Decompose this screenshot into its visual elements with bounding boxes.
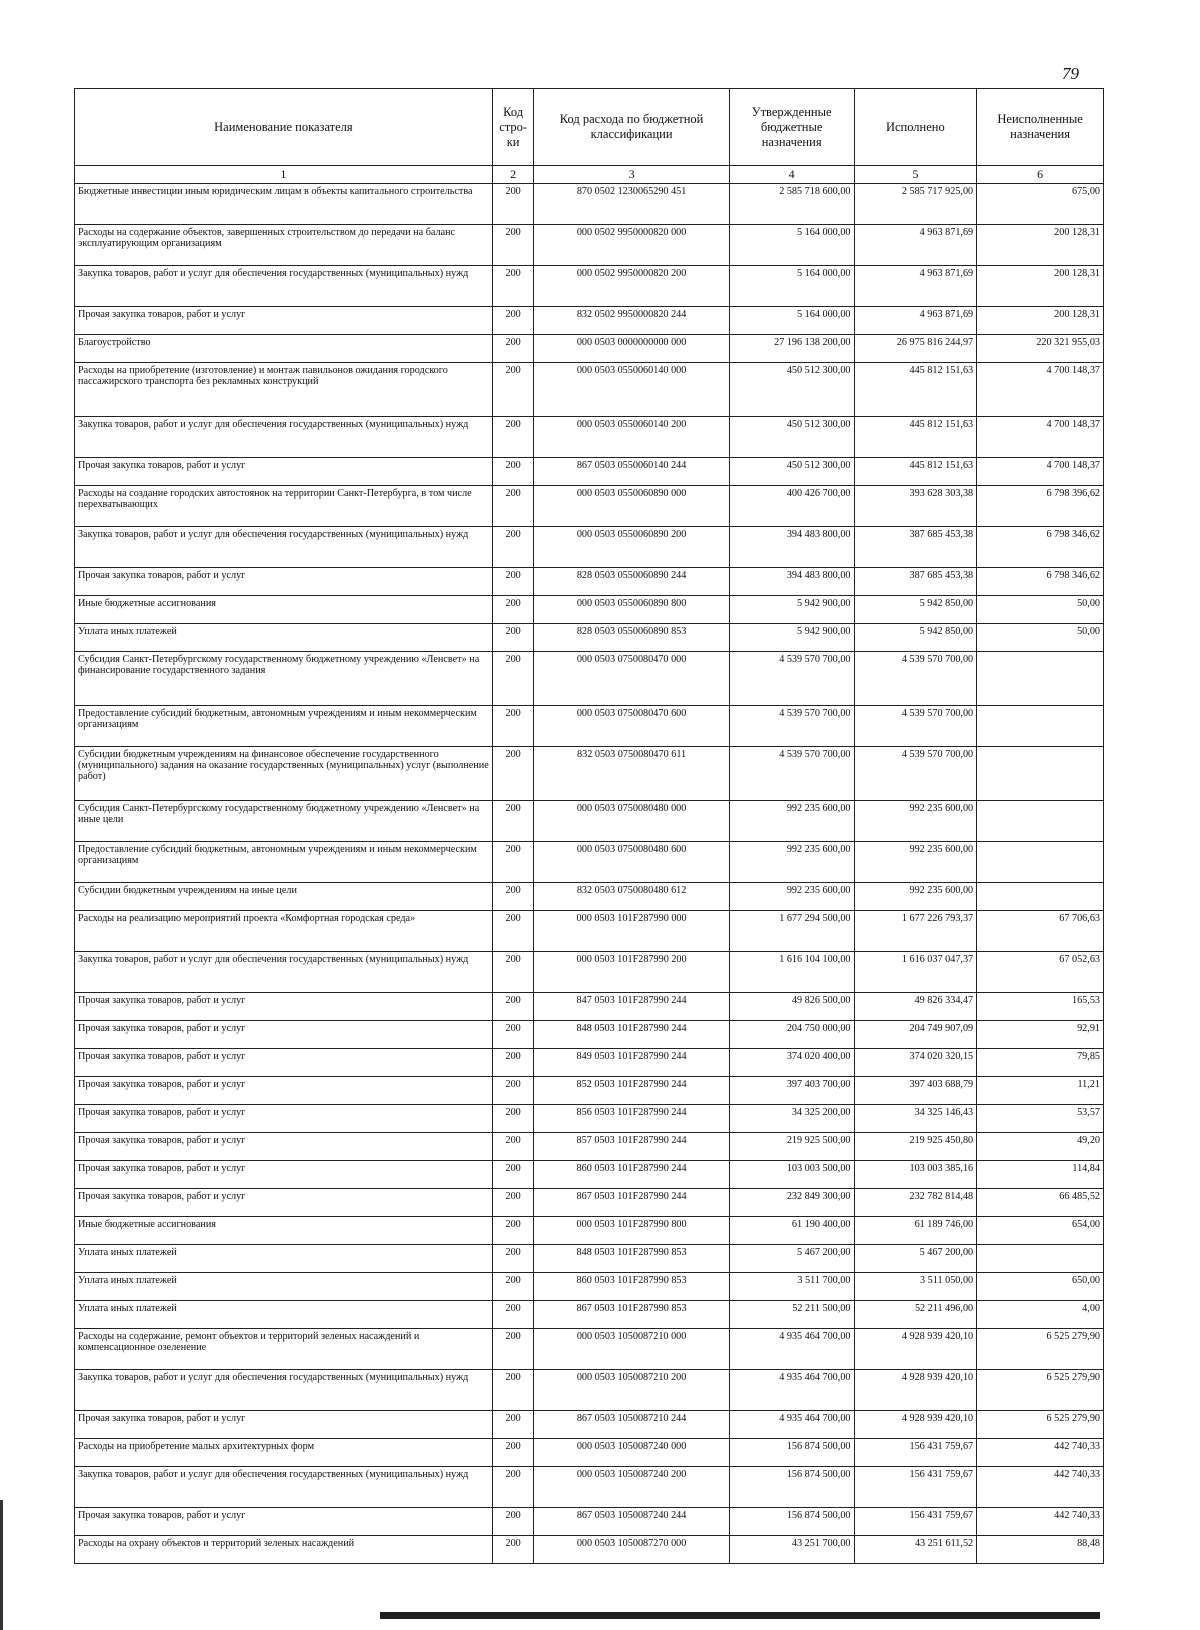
row-unexecuted-amount: 50,00 [977, 624, 1104, 652]
row-approved-amount: 3 511 700,00 [729, 1273, 854, 1301]
row-unexecuted-amount: 67 706,63 [977, 911, 1104, 952]
row-unexecuted-amount: 200 128,31 [977, 225, 1104, 266]
table-row [75, 1133, 1104, 1161]
table-row [75, 883, 1104, 911]
row-unexecuted-amount: 11,21 [977, 1077, 1104, 1105]
table-row [75, 652, 1104, 706]
row-approved-amount: 61 190 400,00 [729, 1217, 854, 1245]
row-unexecuted-amount: 79,85 [977, 1049, 1104, 1077]
row-executed-amount: 387 685 453,38 [854, 527, 977, 568]
row-executed-amount: 393 628 303,38 [854, 486, 977, 527]
row-expense-code: 000 0503 1050087210 000 [534, 1329, 729, 1370]
row-name: Расходы на содержание, ремонт объектов и территорий зеленых насаждений и компенсационное озеленение [75, 1329, 493, 1370]
row-approved-amount: 450 512 300,00 [729, 458, 854, 486]
row-line-code: 200 [492, 1329, 534, 1370]
row-executed-amount: 5 467 200,00 [854, 1245, 977, 1273]
row-expense-code: 867 0503 101F287990 244 [534, 1189, 729, 1217]
row-name: Предоставление субсидий бюджетным, автономным учреждениям и иным некоммерческим организациям [75, 842, 493, 883]
row-name: Прочая закупка товаров, работ и услуг [75, 1189, 493, 1217]
row-name: Расходы на создание городских автостоянок на территории Санкт-Петербурга, в том числе перехватывающих [75, 486, 493, 527]
row-approved-amount: 992 235 600,00 [729, 883, 854, 911]
row-unexecuted-amount: 6 798 346,62 [977, 527, 1104, 568]
row-expense-code: 000 0503 1050087240 200 [534, 1467, 729, 1508]
col-number: 3 [534, 166, 729, 184]
row-approved-amount: 450 512 300,00 [729, 363, 854, 417]
row-executed-amount: 156 431 759,67 [854, 1439, 977, 1467]
table-row [75, 1077, 1104, 1105]
row-executed-amount: 219 925 450,80 [854, 1133, 977, 1161]
row-name: Прочая закупка товаров, работ и услуг [75, 1021, 493, 1049]
row-approved-amount: 219 925 500,00 [729, 1133, 854, 1161]
row-expense-code: 000 0502 9950000820 000 [534, 225, 729, 266]
row-name: Прочая закупка товаров, работ и услуг [75, 1133, 493, 1161]
row-expense-code: 828 0503 0550060890 244 [534, 568, 729, 596]
row-line-code: 200 [492, 1133, 534, 1161]
table-row [75, 1189, 1104, 1217]
row-line-code: 200 [492, 225, 534, 266]
table-row [75, 1301, 1104, 1329]
row-expense-code: 832 0502 9950000820 244 [534, 307, 729, 335]
row-line-code: 200 [492, 1077, 534, 1105]
row-executed-amount: 5 942 850,00 [854, 596, 977, 624]
row-line-code: 200 [492, 417, 534, 458]
row-expense-code: 867 0503 0550060140 244 [534, 458, 729, 486]
row-executed-amount: 3 511 050,00 [854, 1273, 977, 1301]
row-name: Прочая закупка товаров, работ и услуг [75, 1049, 493, 1077]
row-executed-amount: 4 539 570 700,00 [854, 706, 977, 747]
row-unexecuted-amount: 200 128,31 [977, 307, 1104, 335]
row-name: Субсидия Санкт-Петербургскому государственному бюджетному учреждению «Ленсвет» на финансирование государственного задания [75, 652, 493, 706]
row-name: Прочая закупка товаров, работ и услуг [75, 458, 493, 486]
col-number: 6 [977, 166, 1104, 184]
row-approved-amount: 4 935 464 700,00 [729, 1329, 854, 1370]
row-approved-amount: 450 512 300,00 [729, 417, 854, 458]
table-row [75, 747, 1104, 801]
row-line-code: 200 [492, 1411, 534, 1439]
row-approved-amount: 5 164 000,00 [729, 266, 854, 307]
row-expense-code: 847 0503 101F287990 244 [534, 993, 729, 1021]
row-approved-amount: 5 164 000,00 [729, 225, 854, 266]
row-executed-amount: 204 749 907,09 [854, 1021, 977, 1049]
table-row [75, 335, 1104, 363]
row-unexecuted-amount: 442 740,33 [977, 1439, 1104, 1467]
row-approved-amount: 27 196 138 200,00 [729, 335, 854, 363]
row-unexecuted-amount: 114,84 [977, 1161, 1104, 1189]
row-line-code: 200 [492, 652, 534, 706]
row-executed-amount: 1 677 226 793,37 [854, 911, 977, 952]
row-expense-code: 000 0502 9950000820 200 [534, 266, 729, 307]
row-executed-amount: 1 616 037 047,37 [854, 952, 977, 993]
row-line-code: 200 [492, 911, 534, 952]
row-unexecuted-amount: 50,00 [977, 596, 1104, 624]
table-row [75, 801, 1104, 842]
row-unexecuted-amount: 654,00 [977, 1217, 1104, 1245]
row-unexecuted-amount [977, 801, 1104, 842]
row-executed-amount: 387 685 453,38 [854, 568, 977, 596]
row-unexecuted-amount [977, 652, 1104, 706]
row-line-code: 200 [492, 184, 534, 225]
table-row [75, 225, 1104, 266]
row-executed-amount: 61 189 746,00 [854, 1217, 977, 1245]
row-expense-code: 000 0503 1050087240 000 [534, 1439, 729, 1467]
row-name: Закупка товаров, работ и услуг для обеспечения государственных (муниципальных) нужд [75, 1467, 493, 1508]
row-name: Закупка товаров, работ и услуг для обеспечения государственных (муниципальных) нужд [75, 527, 493, 568]
row-unexecuted-amount: 442 740,33 [977, 1508, 1104, 1536]
row-name: Прочая закупка товаров, работ и услуг [75, 307, 493, 335]
row-executed-amount: 4 928 939 420,10 [854, 1329, 977, 1370]
row-executed-amount: 52 211 496,00 [854, 1301, 977, 1329]
row-name: Прочая закупка товаров, работ и услуг [75, 1077, 493, 1105]
table-row [75, 1105, 1104, 1133]
row-unexecuted-amount [977, 747, 1104, 801]
row-unexecuted-amount: 4 700 148,37 [977, 363, 1104, 417]
row-expense-code: 000 0503 101F287990 200 [534, 952, 729, 993]
table-row [75, 527, 1104, 568]
table-row [75, 624, 1104, 652]
row-executed-amount: 4 928 939 420,10 [854, 1370, 977, 1411]
row-name: Прочая закупка товаров, работ и услуг [75, 1508, 493, 1536]
row-name: Расходы на реализацию мероприятий проекта «Комфортная городская среда» [75, 911, 493, 952]
row-name: Прочая закупка товаров, работ и услуг [75, 1411, 493, 1439]
row-unexecuted-amount: 66 485,52 [977, 1189, 1104, 1217]
row-line-code: 200 [492, 952, 534, 993]
row-name: Уплата иных платежей [75, 1245, 493, 1273]
row-line-code: 200 [492, 747, 534, 801]
row-expense-code: 867 0503 101F287990 853 [534, 1301, 729, 1329]
row-unexecuted-amount: 6 525 279,90 [977, 1370, 1104, 1411]
row-unexecuted-amount [977, 842, 1104, 883]
header-row [75, 89, 1104, 166]
table-row [75, 568, 1104, 596]
row-expense-code: 000 0503 0550060890 200 [534, 527, 729, 568]
row-unexecuted-amount: 49,20 [977, 1133, 1104, 1161]
row-unexecuted-amount: 6 525 279,90 [977, 1411, 1104, 1439]
table-row [75, 417, 1104, 458]
row-expense-code: 000 0503 0750080470 600 [534, 706, 729, 747]
table-row [75, 1161, 1104, 1189]
col-header-name: Наименование показателя [75, 89, 493, 166]
col-number: 4 [729, 166, 854, 184]
row-name: Субсидии бюджетным учреждениям на финансовое обеспечение государственного (муниципального) задания на оказание государственных (муниципальных) услуг (выполнение работ) [75, 747, 493, 801]
table-row [75, 911, 1104, 952]
row-line-code: 200 [492, 568, 534, 596]
row-approved-amount: 2 585 718 600,00 [729, 184, 854, 225]
table-row [75, 1439, 1104, 1467]
table-row [75, 1329, 1104, 1370]
row-approved-amount: 400 426 700,00 [729, 486, 854, 527]
row-name: Прочая закупка товаров, работ и услуг [75, 1161, 493, 1189]
table-row [75, 1021, 1104, 1049]
table-row [75, 1273, 1104, 1301]
row-line-code: 200 [492, 363, 534, 417]
row-name: Иные бюджетные ассигнования [75, 596, 493, 624]
row-name: Закупка товаров, работ и услуг для обеспечения государственных (муниципальных) нужд [75, 266, 493, 307]
row-line-code: 200 [492, 1021, 534, 1049]
row-line-code: 200 [492, 1439, 534, 1467]
row-executed-amount: 43 251 611,52 [854, 1536, 977, 1564]
row-line-code: 200 [492, 486, 534, 527]
row-expense-code: 832 0503 0750080480 612 [534, 883, 729, 911]
row-unexecuted-amount: 165,53 [977, 993, 1104, 1021]
row-line-code: 200 [492, 1189, 534, 1217]
row-expense-code: 000 0503 0750080480 600 [534, 842, 729, 883]
table-row [75, 1217, 1104, 1245]
row-name: Расходы на охрану объектов и территорий зеленых насаждений [75, 1536, 493, 1564]
scan-bottom-bar [380, 1612, 1100, 1619]
table-row [75, 307, 1104, 335]
row-approved-amount: 204 750 000,00 [729, 1021, 854, 1049]
row-executed-amount: 992 235 600,00 [854, 883, 977, 911]
row-line-code: 200 [492, 1536, 534, 1564]
row-expense-code: 867 0503 1050087240 244 [534, 1508, 729, 1536]
row-approved-amount: 4 539 570 700,00 [729, 747, 854, 801]
row-unexecuted-amount: 4 700 148,37 [977, 417, 1104, 458]
row-approved-amount: 394 483 800,00 [729, 568, 854, 596]
row-name: Уплата иных платежей [75, 624, 493, 652]
table-row [75, 1370, 1104, 1411]
page-number: 79 [1062, 64, 1079, 83]
row-expense-code: 848 0503 101F287990 244 [534, 1021, 729, 1049]
row-expense-code: 000 0503 0750080470 000 [534, 652, 729, 706]
row-unexecuted-amount [977, 883, 1104, 911]
row-expense-code: 870 0502 1230065290 451 [534, 184, 729, 225]
row-unexecuted-amount: 200 128,31 [977, 266, 1104, 307]
row-line-code: 200 [492, 266, 534, 307]
row-unexecuted-amount: 650,00 [977, 1273, 1104, 1301]
row-unexecuted-amount: 92,91 [977, 1021, 1104, 1049]
row-expense-code: 860 0503 101F287990 853 [534, 1273, 729, 1301]
row-name: Прочая закупка товаров, работ и услуг [75, 1105, 493, 1133]
row-name: Иные бюджетные ассигнования [75, 1217, 493, 1245]
row-unexecuted-amount: 88,48 [977, 1536, 1104, 1564]
row-executed-amount: 445 812 151,63 [854, 458, 977, 486]
row-approved-amount: 232 849 300,00 [729, 1189, 854, 1217]
scan-edge-mark [0, 1500, 3, 1630]
row-expense-code: 000 0503 1050087210 200 [534, 1370, 729, 1411]
row-line-code: 200 [492, 801, 534, 842]
table-row [75, 706, 1104, 747]
row-line-code: 200 [492, 1049, 534, 1077]
row-unexecuted-amount: 6 798 346,62 [977, 568, 1104, 596]
row-line-code: 200 [492, 842, 534, 883]
row-name: Субсидии бюджетным учреждениям на иные цели [75, 883, 493, 911]
row-approved-amount: 394 483 800,00 [729, 527, 854, 568]
row-approved-amount: 1 616 104 100,00 [729, 952, 854, 993]
table-row [75, 1536, 1104, 1564]
row-approved-amount: 103 003 500,00 [729, 1161, 854, 1189]
row-executed-amount: 2 585 717 925,00 [854, 184, 977, 225]
table-row [75, 184, 1104, 225]
table-row [75, 842, 1104, 883]
row-unexecuted-amount: 4 700 148,37 [977, 458, 1104, 486]
row-expense-code: 000 0503 0550060140 200 [534, 417, 729, 458]
col-number: 5 [854, 166, 977, 184]
row-line-code: 200 [492, 883, 534, 911]
row-approved-amount: 49 826 500,00 [729, 993, 854, 1021]
row-executed-amount: 445 812 151,63 [854, 417, 977, 458]
row-name: Уплата иных платежей [75, 1301, 493, 1329]
row-approved-amount: 397 403 700,00 [729, 1077, 854, 1105]
row-expense-code: 000 0503 0550060140 000 [534, 363, 729, 417]
row-approved-amount: 992 235 600,00 [729, 801, 854, 842]
row-expense-code: 000 0503 0750080480 000 [534, 801, 729, 842]
row-executed-amount: 992 235 600,00 [854, 842, 977, 883]
row-executed-amount: 34 325 146,43 [854, 1105, 977, 1133]
table-row [75, 486, 1104, 527]
row-approved-amount: 5 467 200,00 [729, 1245, 854, 1273]
row-approved-amount: 4 539 570 700,00 [729, 652, 854, 706]
row-line-code: 200 [492, 993, 534, 1021]
row-approved-amount: 4 935 464 700,00 [729, 1411, 854, 1439]
row-expense-code: 000 0503 101F287990 800 [534, 1217, 729, 1245]
row-executed-amount: 5 942 850,00 [854, 624, 977, 652]
row-name: Предоставление субсидий бюджетным, автономным учреждениям и иным некоммерческим организациям [75, 706, 493, 747]
row-name: Закупка товаров, работ и услуг для обеспечения государственных (муниципальных) нужд [75, 952, 493, 993]
row-expense-code: 852 0503 101F287990 244 [534, 1077, 729, 1105]
row-name: Закупка товаров, работ и услуг для обеспечения государственных (муниципальных) нужд [75, 417, 493, 458]
row-expense-code: 828 0503 0550060890 853 [534, 624, 729, 652]
row-expense-code: 867 0503 1050087210 244 [534, 1411, 729, 1439]
row-approved-amount: 992 235 600,00 [729, 842, 854, 883]
table-row [75, 266, 1104, 307]
row-executed-amount: 4 963 871,69 [854, 225, 977, 266]
row-expense-code: 000 0503 0000000000 000 [534, 335, 729, 363]
row-line-code: 200 [492, 458, 534, 486]
row-name: Уплата иных платежей [75, 1273, 493, 1301]
row-unexecuted-amount: 6 798 396,62 [977, 486, 1104, 527]
row-line-code: 200 [492, 1217, 534, 1245]
row-approved-amount: 34 325 200,00 [729, 1105, 854, 1133]
row-line-code: 200 [492, 706, 534, 747]
row-executed-amount: 4 963 871,69 [854, 266, 977, 307]
row-line-code: 200 [492, 1370, 534, 1411]
row-executed-amount: 49 826 334,47 [854, 993, 977, 1021]
row-name: Бюджетные инвестиции иным юридическим лицам в объекты капитального строительства [75, 184, 493, 225]
table-row [75, 1049, 1104, 1077]
table-row [75, 1508, 1104, 1536]
row-executed-amount: 232 782 814,48 [854, 1189, 977, 1217]
row-approved-amount: 374 020 400,00 [729, 1049, 854, 1077]
row-expense-code: 000 0503 0550060890 000 [534, 486, 729, 527]
row-unexecuted-amount: 675,00 [977, 184, 1104, 225]
row-name: Прочая закупка товаров, работ и услуг [75, 993, 493, 1021]
row-executed-amount: 992 235 600,00 [854, 801, 977, 842]
row-executed-amount: 103 003 385,16 [854, 1161, 977, 1189]
table-row [75, 993, 1104, 1021]
column-number-row [75, 166, 1104, 184]
row-expense-code: 848 0503 101F287990 853 [534, 1245, 729, 1273]
row-expense-code: 000 0503 0550060890 800 [534, 596, 729, 624]
col-header-line-code: Код стро-ки [492, 89, 534, 166]
row-expense-code: 832 0503 0750080470 611 [534, 747, 729, 801]
row-executed-amount: 156 431 759,67 [854, 1508, 977, 1536]
table-row [75, 596, 1104, 624]
row-unexecuted-amount: 4,00 [977, 1301, 1104, 1329]
row-name: Прочая закупка товаров, работ и услуг [75, 568, 493, 596]
table-row [75, 1411, 1104, 1439]
row-line-code: 200 [492, 1301, 534, 1329]
row-approved-amount: 5 942 900,00 [729, 624, 854, 652]
col-header-approved: Утвержденные бюджетные назначения [729, 89, 854, 166]
row-name: Субсидия Санкт-Петербургскому государственному бюджетному учреждению «Ленсвет» на иные цели [75, 801, 493, 842]
table-row [75, 1245, 1104, 1273]
row-executed-amount: 156 431 759,67 [854, 1467, 977, 1508]
col-number: 1 [75, 166, 493, 184]
row-executed-amount: 445 812 151,63 [854, 363, 977, 417]
row-unexecuted-amount: 53,57 [977, 1105, 1104, 1133]
row-approved-amount: 5 164 000,00 [729, 307, 854, 335]
row-executed-amount: 4 963 871,69 [854, 307, 977, 335]
row-unexecuted-amount: 442 740,33 [977, 1467, 1104, 1508]
row-executed-amount: 4 539 570 700,00 [854, 747, 977, 801]
row-expense-code: 000 0503 101F287990 000 [534, 911, 729, 952]
row-line-code: 200 [492, 624, 534, 652]
row-line-code: 200 [492, 1467, 534, 1508]
col-header-executed: Исполнено [854, 89, 977, 166]
row-approved-amount: 156 874 500,00 [729, 1508, 854, 1536]
row-executed-amount: 4 539 570 700,00 [854, 652, 977, 706]
table-row [75, 363, 1104, 417]
row-line-code: 200 [492, 307, 534, 335]
table-row [75, 952, 1104, 993]
row-line-code: 200 [492, 1105, 534, 1133]
row-expense-code: 857 0503 101F287990 244 [534, 1133, 729, 1161]
row-executed-amount: 397 403 688,79 [854, 1077, 977, 1105]
row-executed-amount: 374 020 320,15 [854, 1049, 977, 1077]
row-approved-amount: 4 935 464 700,00 [729, 1370, 854, 1411]
row-unexecuted-amount [977, 706, 1104, 747]
row-name: Расходы на приобретение малых архитектурных форм [75, 1439, 493, 1467]
col-header-expense-code: Код расхода по бюджетной классификации [534, 89, 729, 166]
row-expense-code: 856 0503 101F287990 244 [534, 1105, 729, 1133]
row-expense-code: 849 0503 101F287990 244 [534, 1049, 729, 1077]
row-line-code: 200 [492, 1245, 534, 1273]
row-line-code: 200 [492, 335, 534, 363]
col-header-unexecuted: Неисполненные назначения [977, 89, 1104, 166]
row-approved-amount: 4 539 570 700,00 [729, 706, 854, 747]
row-unexecuted-amount: 67 052,63 [977, 952, 1104, 993]
row-name: Благоустройство [75, 335, 493, 363]
row-line-code: 200 [492, 1273, 534, 1301]
row-line-code: 200 [492, 527, 534, 568]
row-executed-amount: 26 975 816 244,97 [854, 335, 977, 363]
col-number: 2 [492, 166, 534, 184]
row-name: Расходы на приобретение (изготовление) и монтаж павильонов ожидания городского пассажирского транспорта без рекламных конструкций [75, 363, 493, 417]
table-row [75, 1467, 1104, 1508]
row-unexecuted-amount: 220 321 955,03 [977, 335, 1104, 363]
row-name: Расходы на содержание объектов, завершенных строительством до передачи на баланс эксплуатирующим организациям [75, 225, 493, 266]
table-row [75, 458, 1104, 486]
budget-table [74, 88, 1104, 1564]
row-approved-amount: 156 874 500,00 [729, 1439, 854, 1467]
row-line-code: 200 [492, 596, 534, 624]
row-approved-amount: 1 677 294 500,00 [729, 911, 854, 952]
row-expense-code: 000 0503 1050087270 000 [534, 1536, 729, 1564]
row-unexecuted-amount [977, 1245, 1104, 1273]
row-approved-amount: 5 942 900,00 [729, 596, 854, 624]
row-unexecuted-amount: 6 525 279,90 [977, 1329, 1104, 1370]
row-approved-amount: 156 874 500,00 [729, 1467, 854, 1508]
row-executed-amount: 4 928 939 420,10 [854, 1411, 977, 1439]
row-approved-amount: 43 251 700,00 [729, 1536, 854, 1564]
row-line-code: 200 [492, 1161, 534, 1189]
row-expense-code: 860 0503 101F287990 244 [534, 1161, 729, 1189]
row-name: Закупка товаров, работ и услуг для обеспечения государственных (муниципальных) нужд [75, 1370, 493, 1411]
row-approved-amount: 52 211 500,00 [729, 1301, 854, 1329]
row-line-code: 200 [492, 1508, 534, 1536]
